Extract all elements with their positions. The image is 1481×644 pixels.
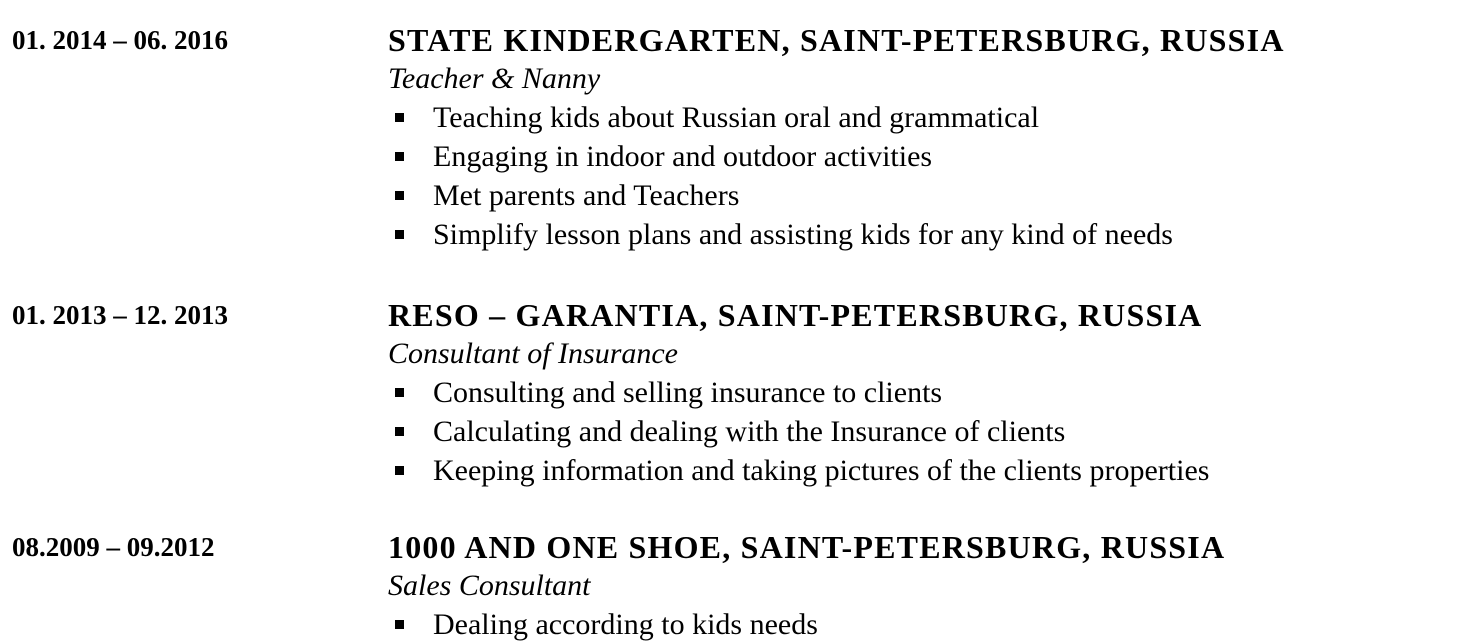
square-bullet-icon	[395, 230, 404, 239]
entry-dates: 01. 2013 – 12. 2013	[12, 300, 228, 330]
square-bullet-icon	[395, 466, 404, 475]
company-name: RESO – GARANTIA, SAINT-PETERSBURG, RUSSIA	[388, 297, 1203, 333]
list-item-text: Dealing according to kids needs	[433, 608, 818, 641]
list-item	[388, 137, 1468, 176]
square-bullet-icon	[395, 191, 404, 200]
list-item-text: Calculating and dealing with the Insurance of clients	[433, 415, 1066, 448]
entry-details	[388, 528, 1468, 644]
company-name: 1000 AND ONE SHOE, SAINT-PETERSBURG, RUSSIA	[388, 529, 1226, 565]
list-item-text: Teaching kids about Russian oral and grammatical	[433, 101, 1040, 134]
list-item	[388, 98, 1468, 137]
square-bullet-icon	[395, 427, 404, 436]
duties-list	[388, 98, 1468, 254]
entry-details	[388, 296, 1468, 490]
list-item	[388, 412, 1468, 451]
duties-list	[388, 605, 1468, 644]
list-item	[388, 176, 1468, 215]
list-item-text: Keeping information and taking pictures of the clients properties	[433, 454, 1210, 487]
entry-dates: 08.2009 – 09.2012	[12, 532, 215, 562]
square-bullet-icon	[395, 388, 404, 397]
duties-list	[388, 373, 1468, 490]
square-bullet-icon	[395, 113, 404, 122]
square-bullet-icon	[395, 620, 404, 629]
list-item-text: Consulting and selling insurance to clients	[433, 376, 943, 409]
square-bullet-icon	[395, 152, 404, 161]
job-title: Sales Consultant	[388, 569, 591, 602]
company-name: STATE KINDERGARTEN, SAINT-PETERSBURG, RUSSIA	[388, 22, 1285, 58]
list-item	[388, 451, 1468, 490]
list-item-text: Met parents and Teachers	[433, 179, 740, 212]
entry-details	[388, 21, 1468, 254]
list-item	[388, 605, 1468, 644]
job-title: Consultant of Insurance	[388, 337, 678, 370]
entry-dates: 01. 2014 – 06. 2016	[12, 25, 228, 55]
list-item-text: Engaging in indoor and outdoor activities	[433, 140, 933, 173]
list-item-text: Simplify lesson plans and assisting kids for any kind of needs	[433, 218, 1173, 251]
list-item	[388, 215, 1468, 254]
job-title: Teacher & Nanny	[388, 62, 601, 95]
list-item	[388, 373, 1468, 412]
